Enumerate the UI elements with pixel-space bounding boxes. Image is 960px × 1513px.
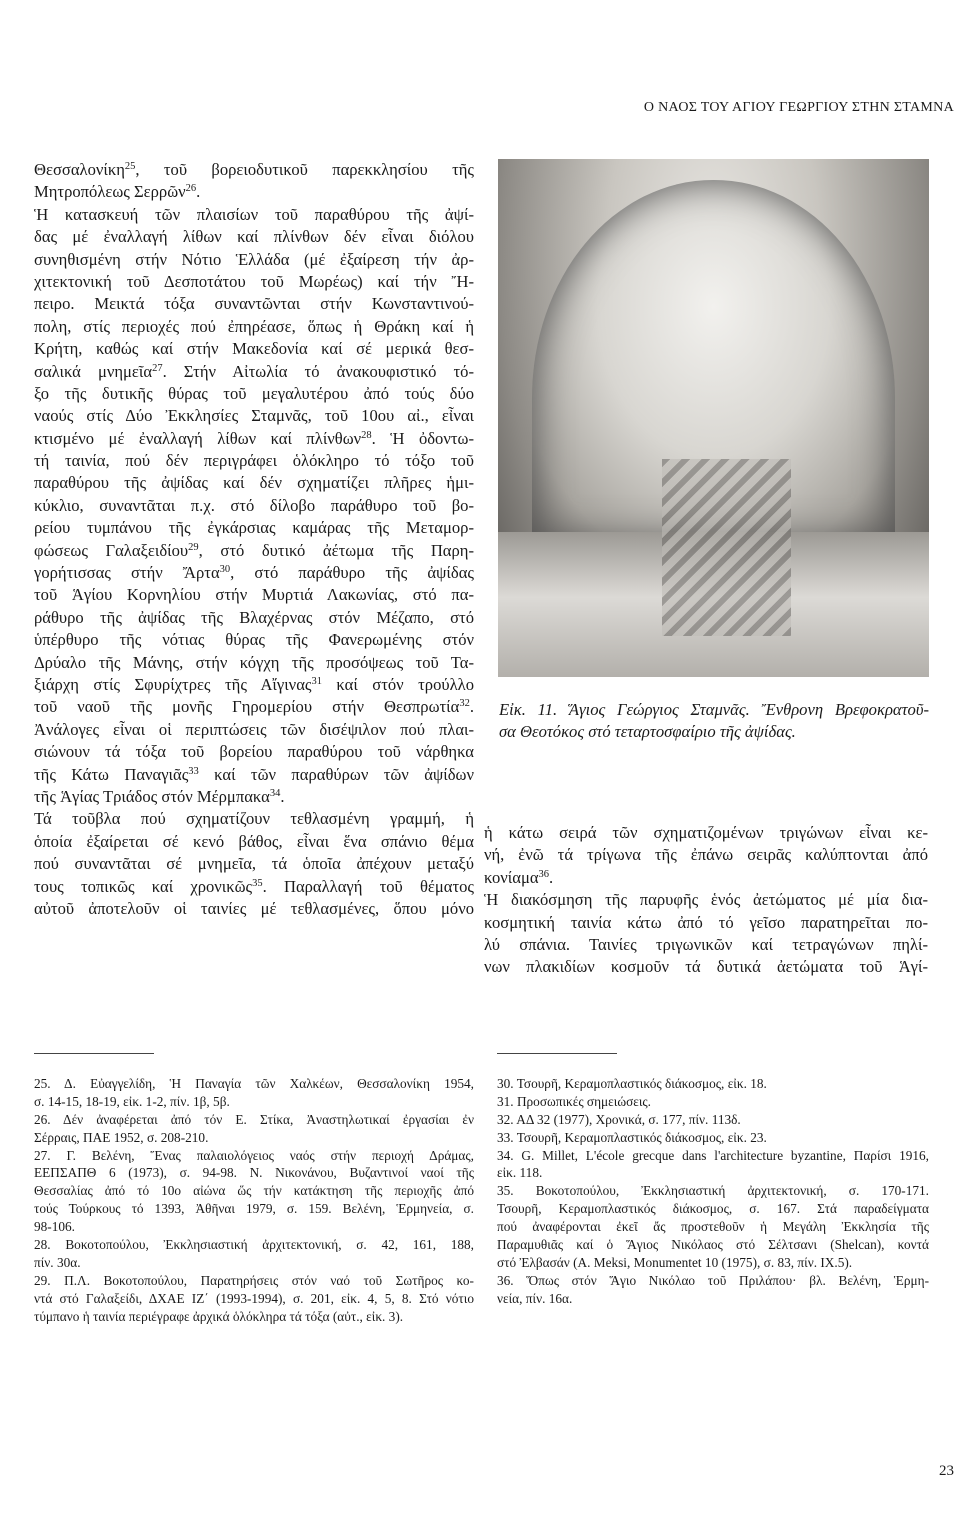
text-run: , τοῦ βορειοδυτικοῦ παρεκκλησίου τῆς	[135, 160, 474, 179]
text-run: , στό δυτικό ἀέτωμα τῆς Παρη-	[198, 540, 474, 560]
text-run: τῆς Ἁγίας Τριάδος στόν Μέρμπακα	[34, 786, 270, 806]
footnote-marker: 31	[311, 675, 322, 687]
text-line	[34, 204, 474, 226]
text-run: παραθύρου τῆς ἀψίδας καί δέν σχηματίζει πλῆρες ἡμι-	[34, 473, 474, 493]
text-run: ναούς στίς Δύο Ἐκκλησίες Σταμνᾶς, τοῦ 10ου αἰ., εἶναι	[34, 406, 474, 426]
text-line	[497, 1075, 929, 1093]
text-line	[34, 540, 474, 562]
text-line	[34, 450, 474, 472]
text-run: 25. Δ. Εὐαγγελίδη, Ἡ Παναγία τῶν Χαλκέων, Θεσσαλονίκη 1954,	[34, 1076, 474, 1091]
text-line	[34, 1164, 474, 1182]
text-run: πού συναντᾶται σέ μνημεῖα, τά ὁποῖα ἀπέχουν μεταξύ	[34, 854, 474, 874]
text-run: Ἡ κατασκευή τῶν πλαισίων τοῦ παραθύρου τῆς ἀψί-	[34, 204, 474, 224]
text-run: .	[196, 182, 201, 202]
text-line	[34, 472, 474, 494]
text-run: , στό παράθυρο τῆς ἀψίδας	[230, 563, 474, 583]
painted-decoration	[662, 459, 791, 635]
text-run: συνηθισμένη στήν Νότιο Ἑλλάδα (μέ ἐξαίρεση τήν ἀρ-	[34, 249, 474, 269]
text-run: αὐτοῦ ἀποτελοῦν οἱ ταινίες μέ τεθλασμένες, ὅπου μόνο	[34, 898, 474, 918]
text-line	[34, 1093, 474, 1111]
text-line	[34, 584, 474, 606]
text-line	[497, 1254, 929, 1272]
text-line	[34, 876, 474, 898]
text-run: ράθυρο τῆς ἀψίδας τῆς Βλαχέρνας στόν Μέζαπο, στό	[34, 607, 474, 627]
text-run: νων πλακιδίων κοσμοῦν τά δυτικά ἀετώματα τοῦ Ἁγί-	[484, 957, 928, 977]
text-line	[484, 844, 928, 866]
footnote-marker: 25	[124, 161, 136, 172]
text-run: τῆς Κάτω Παναγιᾶς	[34, 764, 189, 784]
footnote-marker: 32	[459, 698, 470, 710]
text-line	[34, 271, 474, 293]
text-run: στό Ἐλβασάν (A. Meksi, Monumentet 10 (1975), σ. 83, πίν. IX.5).	[497, 1254, 853, 1270]
text-run: πειρο. Μεικτά τόξα συναντῶνται στήν Κωνσταντινού-	[34, 294, 474, 314]
text-line	[34, 674, 474, 696]
text-run: τοῦ Ἁγίου Κορνηλίου στήν Μυρτιά Λακωνίας, στό πα-	[34, 585, 474, 605]
text-run: . Στήν Αἰτωλία τό ἀνακουφιστικό τό-	[162, 361, 474, 381]
text-run: πίν. 30α.	[34, 1254, 81, 1270]
footnote-marker: 28	[361, 429, 372, 441]
text-run: ντά στό Γαλαξείδι, ΔΧΑΕ ΙΖ΄ (1993-1994), σ. 201, εἰκ. 4, 5, 8. Στό νότιο	[34, 1290, 474, 1306]
footnote-rule-right	[497, 1053, 617, 1054]
text-run: κτισμένο μέ ἐναλλαγή λίθων καί πλίνθων	[34, 428, 362, 448]
text-run: καί τῶν παραθύρων τῶν ἀψίδων	[198, 764, 474, 784]
text-line	[34, 741, 474, 763]
footnote-marker: 30	[219, 564, 231, 576]
text-run: κονίαμα	[484, 867, 539, 887]
text-run: ὁποία ἐξαίρεται σέ κενό βάθος, εἶναι ἕνα σπάνιο θέμα	[34, 831, 474, 851]
text-line	[34, 181, 474, 203]
text-run: ἡ κάτω σειρά τῶν σχηματιζομένων τριγώνων εἶναι κε-	[484, 823, 928, 842]
text-line	[34, 249, 474, 271]
text-line	[34, 719, 474, 741]
text-line	[34, 1272, 474, 1290]
text-line	[484, 934, 928, 956]
text-run: 31. Προσωπικές σημειώσεις.	[497, 1093, 651, 1109]
text-line	[484, 867, 928, 889]
text-run: Δρύαλο τῆς Μάνης, στήν κόγχη τῆς προσόψεως τοῦ Τα-	[34, 652, 474, 672]
text-run: 34. G. Millet, L'école grecque dans l'architecture byzantine, Παρίσι 1916,	[497, 1147, 929, 1163]
text-run: 36. Ὅπως στόν Ἅγιο Νικόλαο τοῦ Πριλάπου· βλ. Βελένη, Ἑρμη-	[497, 1272, 929, 1288]
text-line	[34, 831, 474, 853]
text-run: κύκλιο, συναντᾶται π.χ. στό δίλοβο παράθυρο τοῦ βο-	[34, 495, 474, 515]
text-run: σαλικά μνημεῖα	[34, 361, 153, 381]
footnote-marker: 34	[269, 787, 281, 799]
text-line	[497, 1182, 929, 1200]
text-run: 32. ΑΔ 32 (1977), Χρονικά, σ. 177, πίν. 113δ.	[497, 1111, 741, 1127]
text-line	[34, 405, 474, 427]
text-line	[497, 1200, 929, 1218]
text-run: δας μέ ἐναλλαγή λίθων καί πλίνθων δέν εἶναι διόλου	[34, 227, 474, 247]
footnote-marker: 26	[185, 183, 197, 195]
text-run: ὑπέρθυρο τῆς νότιας θύρας τῆς Φανερωμένης στόν	[34, 630, 474, 650]
text-run: Μητροπόλεως Σερρῶν	[34, 182, 186, 202]
text-line	[497, 1218, 929, 1236]
text-run: ξιάρχη στίς Σφυρίχτρες τῆς Αἴγινας	[34, 674, 312, 694]
text-run: λύ σπάνια. Ταινίες τριγωνικῶν καί τετραγώνων πηλί-	[484, 934, 928, 954]
text-line	[484, 822, 928, 844]
text-line	[34, 696, 474, 718]
text-run: Τά τοῦβλα πού σχηματίζουν τεθλασμένη γραμμή, ἡ	[34, 809, 474, 829]
text-line	[34, 607, 474, 629]
caption-line: σα Θεοτόκος στό τεταρτοσφαίριο τῆς ἀψίδας.	[499, 722, 796, 742]
text-run: Σέρραις, ΠΑΕ 1952, σ. 208-210.	[34, 1129, 209, 1145]
text-line	[497, 1290, 929, 1308]
text-line	[34, 562, 474, 584]
text-run: Θεσσαλονίκη	[34, 160, 125, 179]
text-line	[34, 898, 474, 920]
text-line	[34, 383, 474, 405]
footnote-marker: 27	[152, 362, 163, 374]
text-line	[34, 1254, 474, 1272]
text-line	[497, 1164, 929, 1182]
text-run: ρείου τυμπάνου τῆς ἐγκάρσιας καμάρας τῆς Μεταμορ-	[34, 518, 474, 538]
caption-line: Εἰκ. 11. Ἅγιος Γεώργιος Σταμνᾶς. Ἔνθρονη Βρεφοκρατοῦ-	[499, 700, 929, 719]
text-run: σιώνουν τά τόξα τοῦ βορείου παραθύρου τοῦ νάρθηκα	[34, 742, 474, 762]
text-run: 98-106.	[34, 1219, 75, 1235]
text-line	[34, 1308, 474, 1326]
text-run: νεία, πίν. 16α.	[497, 1290, 573, 1306]
text-run: Ἀνάλογες εἶναι οἱ περιπτώσεις τῶν δισέψιλον πού πλαι-	[34, 719, 474, 739]
right-column-text	[484, 822, 928, 979]
text-run: Κρήτη, καθώς καί στήν Μακεδονία καί σέ μερικά θεσ-	[34, 339, 474, 359]
text-run: τούς Τούρκους τό 1393, Ἀθῆναι 1979, σ. 159. Βελένη, Ἑρμηνεία, σ.	[34, 1201, 474, 1217]
text-line	[34, 316, 474, 338]
footnote-marker: 33	[188, 765, 199, 777]
text-run: πού ἀναφέρονται ἐκεῖ ἄς προστεθοῦν ἡ Μεγάλη Ἐκκλησία τῆς	[497, 1219, 929, 1235]
text-line	[34, 629, 474, 651]
text-run: καί στόν τρούλλο	[321, 674, 474, 694]
text-run: τή ταινία, πού δέν περιγράφει ὁλόκληρο τό τόξο τοῦ	[34, 451, 474, 471]
text-line	[497, 1147, 929, 1165]
text-line	[34, 1218, 474, 1236]
page-number: 23	[939, 1463, 954, 1479]
text-run: τύμπανο ἡ ταινία περιέγραφε ἀρχικά ὁλόκληρα τά τόξα (αὐτ., εἰκ. 3).	[34, 1308, 404, 1324]
left-column-text	[34, 159, 474, 920]
text-run: σ. 14-15, 18-19, εἰκ. 1-2, πίν. 1β, 5β.	[34, 1093, 230, 1109]
text-line	[497, 1111, 929, 1129]
text-line	[34, 1182, 474, 1200]
text-run: ΕΕΠΣΑΠΘ 6 (1973), σ. 94-98. Ν. Νικονάνου, Βυζαντινοί ναοί τῆς	[34, 1165, 474, 1181]
text-line	[34, 361, 474, 383]
text-run: Τσουρῆ, Κεραμοπλαστικός διάκοσμος, σ. 167. Στά παραδείγματα	[497, 1201, 929, 1217]
text-run: κοσμητική ταινία κάτω ἀπό τό γεῖσο παρατηρεῖται πο-	[484, 912, 928, 932]
text-run: νή, ἐνῶ τά τρίγωνα τῆς ἐπάνω σειρᾶς καλύπτονται ἀπό	[484, 845, 928, 865]
text-line	[34, 293, 474, 315]
text-run: .	[469, 697, 474, 717]
fresco-photo-figure-11	[498, 159, 929, 677]
text-run: Ἡ διακόσμηση τῆς παρυφῆς ἑνός ἀετώματος μέ μία δια-	[484, 890, 928, 910]
text-run: τοῦ ναοῦ τῆς μονῆς Γηρομερίου στήν Θεσπρωτία	[34, 697, 460, 717]
footnote-marker: 36	[538, 868, 550, 880]
text-run: 27. Γ. Βελένη, Ἕνας παλαιολόγειος ναός στήν περιοχή Δράμας,	[34, 1147, 474, 1163]
text-run: 35. Βοκοτοπούλου, Ἐκκλησιαστική ἀρχιτεκτονική, σ. 170-171.	[497, 1183, 929, 1199]
text-line	[34, 808, 474, 830]
footnotes-right	[497, 1075, 929, 1308]
text-line	[34, 1200, 474, 1218]
text-run: εἰκ. 118.	[497, 1165, 543, 1181]
figure-caption	[499, 699, 929, 744]
text-run: . Παραλλαγή τοῦ θέματος	[262, 876, 474, 896]
text-line	[34, 786, 474, 808]
text-run: 33. Τσουρῆ, Κεραμοπλαστικός διάκοσμος, εἰκ. 23.	[497, 1129, 767, 1145]
text-line	[34, 1129, 474, 1147]
text-line	[497, 1236, 929, 1254]
running-head: Ο ΝΑΟΣ ΤΟΥ ΑΓΙΟΥ ΓΕΩΡΓΙΟΥ ΣΤΗΝ ΣΤΑΜΝΑ	[643, 100, 954, 115]
text-run: πολη, στίς περιοχές πού ἐπηρέασε, ὅπως ἡ Θράκη καί ἡ	[34, 316, 474, 336]
footnote-rule-left	[34, 1053, 154, 1054]
text-line	[34, 1290, 474, 1308]
text-run: 30. Τσουρῆ, Κεραμοπλαστικός διάκοσμος, εἰκ. 18.	[497, 1076, 767, 1091]
footnotes-left	[34, 1075, 474, 1325]
footnote-marker: 29	[188, 541, 199, 553]
text-line	[34, 159, 474, 181]
text-run: .	[280, 786, 285, 806]
text-line	[34, 764, 474, 786]
text-line	[34, 853, 474, 875]
text-line	[34, 338, 474, 360]
text-line	[34, 1075, 474, 1093]
text-run: 28. Βοκοτοπούλου, Ἐκκλησιαστική ἀρχιτεκτονική, σ. 42, 161, 188,	[34, 1237, 474, 1253]
text-line	[497, 1129, 929, 1147]
text-run: φώσεως Γαλαξειδίου	[34, 540, 189, 560]
text-run: γορήτισσας στήν Ἄρτα	[34, 563, 220, 583]
text-line	[34, 226, 474, 248]
text-line	[34, 495, 474, 517]
text-line	[34, 428, 474, 450]
text-run: Παραμυθιᾶς καί ὁ Ἅγιος Νικόλαος στό Σέλτσανι (Shelcan), κοντά	[497, 1237, 929, 1253]
text-line	[34, 1111, 474, 1129]
text-line	[34, 1236, 474, 1254]
text-line	[484, 889, 928, 911]
text-line	[34, 652, 474, 674]
text-line	[34, 517, 474, 539]
text-run: . Ἡ ὀδοντω-	[371, 428, 474, 448]
text-line	[484, 956, 928, 978]
text-run: χιτεκτονική τοῦ Δεσποτάτου τοῦ Μωρέως) καί τήν Ἤ-	[34, 271, 474, 291]
text-run: ξο τῆς δυτικῆς θύρας τοῦ μεγαλυτέρου ἀπό τούς δύο	[34, 383, 474, 403]
text-run: 29. Π.Λ. Βοκοτοπούλου, Παρατηρήσεις στόν ναό τοῦ Σωτῆρος κο-	[34, 1272, 474, 1288]
text-line	[34, 1147, 474, 1165]
text-run: τους τοπικῶς καί χρονικῶς	[34, 876, 253, 896]
text-line	[497, 1272, 929, 1290]
text-run: 26. Δέν ἀναφέρεται ἀπό τόν Ε. Στίκα, Ἀναστηλωτικαί ἐργασίαι ἐν	[34, 1111, 474, 1127]
text-line	[484, 912, 928, 934]
text-line	[497, 1093, 929, 1111]
footnote-marker: 35	[252, 877, 263, 889]
text-run: Θεσσαλίας ἀπό τό 10ο αἰώνα ὥς τήν κατάκτηση τῆς περιοχῆς ἀπό	[34, 1183, 474, 1199]
text-run: .	[549, 867, 554, 887]
